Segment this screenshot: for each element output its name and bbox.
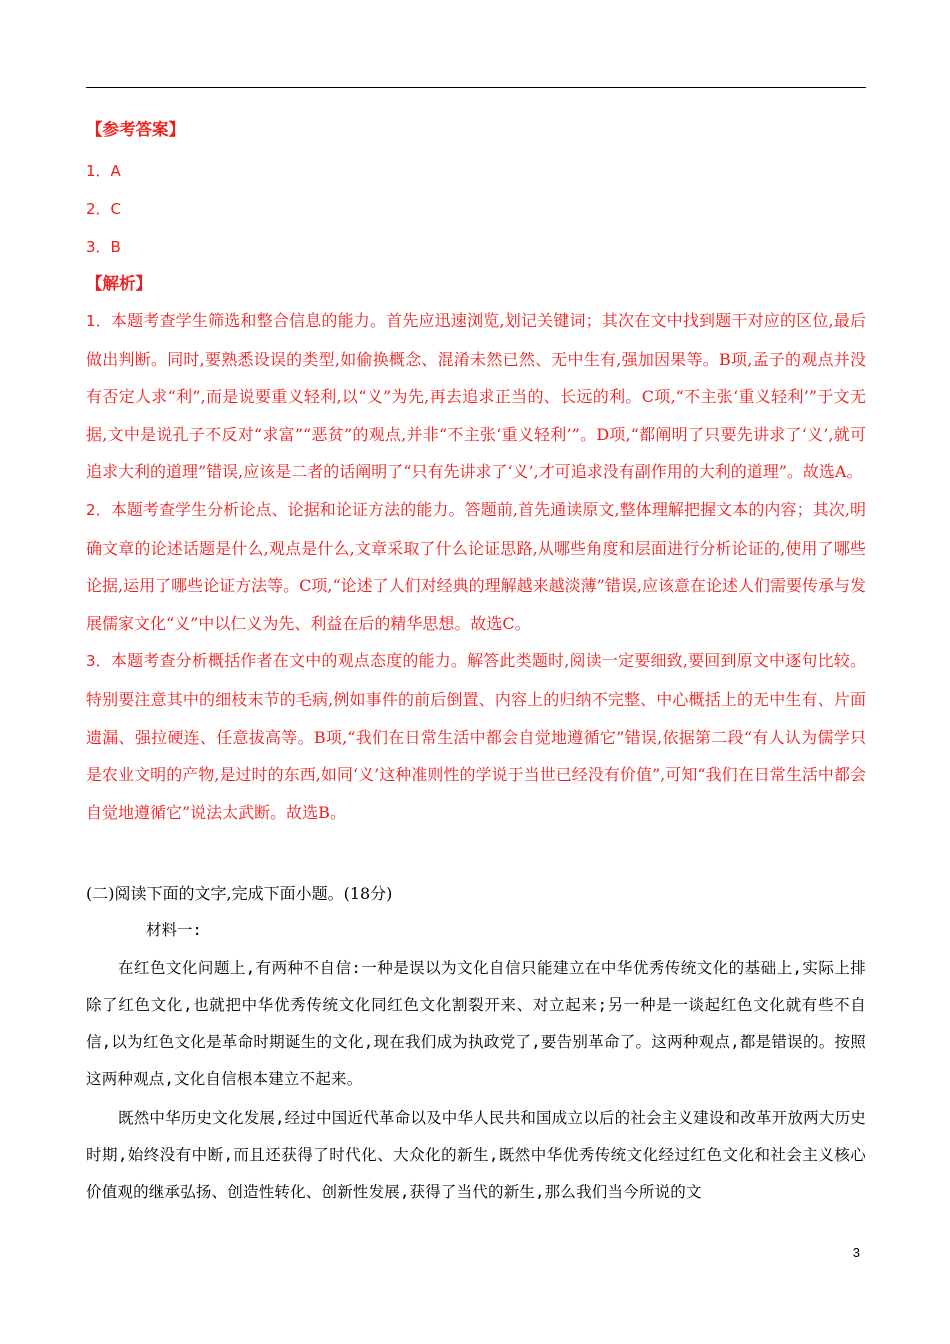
material-paragraph-1: 在红色文化问题上,有两种不自信:一种是误以为文化自信只能建立在中华优秀传统文化的基础上,实际上排除了红色文化,也就把中华优秀传统文化同红色文化割裂开来、对立起来;另一种是一谈起红色文化就有些不自信,以为红色文化是革命时期诞生的文化,现在我们成为执政党了,要告别革命了。这两种观点,都是错误的。按照这两种观点,文化自信根本建立不起来。: [86, 959, 866, 1088]
analysis-text: 本题考查学生分析论点、论据和论证方法的能力。答题前,首先通读原文,整体理解把握文本的内容；其次,明确文章的论述话题是什么,观点是什么,文章采取了什么论证思路,从哪些角度和层面进行分析论证的,使用了哪些论据,运用了哪些论证方法等。C项,“论述了人们对经典的理解越来越淡薄”错误,应该意在论述人们需要传承与发展儒家文化“义”中以仁义为先、利益在后的精华思想。故选C。: [86, 499, 866, 633]
analysis-paragraph-1: [86, 302, 866, 491]
analysis-number: 3．: [86, 652, 111, 671]
analysis-number: 2．: [86, 500, 111, 519]
answer-item-3: 3．B: [86, 238, 121, 256]
analysis-paragraph-3: [86, 642, 866, 831]
analysis-paragraph-2: [86, 491, 866, 642]
analysis-number: 1．: [86, 312, 111, 330]
answer-heading: 【参考答案】: [86, 120, 185, 139]
answer-item-1: 1．A: [86, 162, 121, 180]
analysis-text: 本题考查分析概括作者在文中的观点态度的能力。解答此类题时,阅读一定要细致,要回到原文中逐句比较。特别要注意其中的细枝末节的毛病,例如事件的前后倒置、内容上的归纳不完整、中心概括上的无中生有、片面遗漏、强拉硬连、任意拔高等。B项,“我们在日常生活中都会自觉地遵循它”错误,依据第二段“有人认为儒学只是农业文明的产物,是过时的东西,如同‘义’这种准则性的学说于当世已经没有价值”,可知“我们在日常生活中都会自觉地遵循它”说法太武断。故选B。: [86, 651, 866, 822]
analysis-heading: 【解析】: [86, 274, 152, 293]
answer-section: [86, 116, 866, 831]
answer-item-2: 2．C: [86, 200, 122, 218]
header-rule: [86, 87, 866, 88]
material-paragraph-2: 既然中华历史文化发展,经过中国近代革命以及中华人民共和国成立以后的社会主义建设和改革开放两大历史时期,始终没有中断,而且还获得了时代化、大众化的新生,既然中华优秀传统文化经过红色文化和社会主义核心价值观的继承弘扬、创造性转化、创新性发展,获得了当代的新生,那么我们当今所说的文: [86, 1109, 866, 1201]
reading-section: [86, 876, 866, 1213]
analysis-text: 本题考查学生筛选和整合信息的能力。首先应迅速浏览,划记关键词；其次在文中找到题干对应的区位,最后做出判断。同时,要熟悉设误的类型,如偷换概念、混淆未然已然、无中生有,强加因果等。B项,孟子的观点并没有否定人求“利”,而是说要重义轻利,以“义”为先,再去追求正当的、长远的利。C项,“不主张‘重义轻利’”于文无据,文中是说孔子不反对“求富”“恶贫”的观点,并非“不主张‘重义轻利’”。D项,“都阐明了只要先讲求了‘义’,就可追求大利的道理”错误,应该是二者的话阐明了“只有先讲求了‘义’,才可追求没有副作用的大利的道理”。故选A。: [86, 311, 866, 482]
material-label: 材料一:: [146, 921, 202, 939]
reading-section-title: (二)阅读下面的文字,完成下面小题。(18分): [86, 884, 393, 903]
page-number: 3: [852, 1245, 860, 1260]
